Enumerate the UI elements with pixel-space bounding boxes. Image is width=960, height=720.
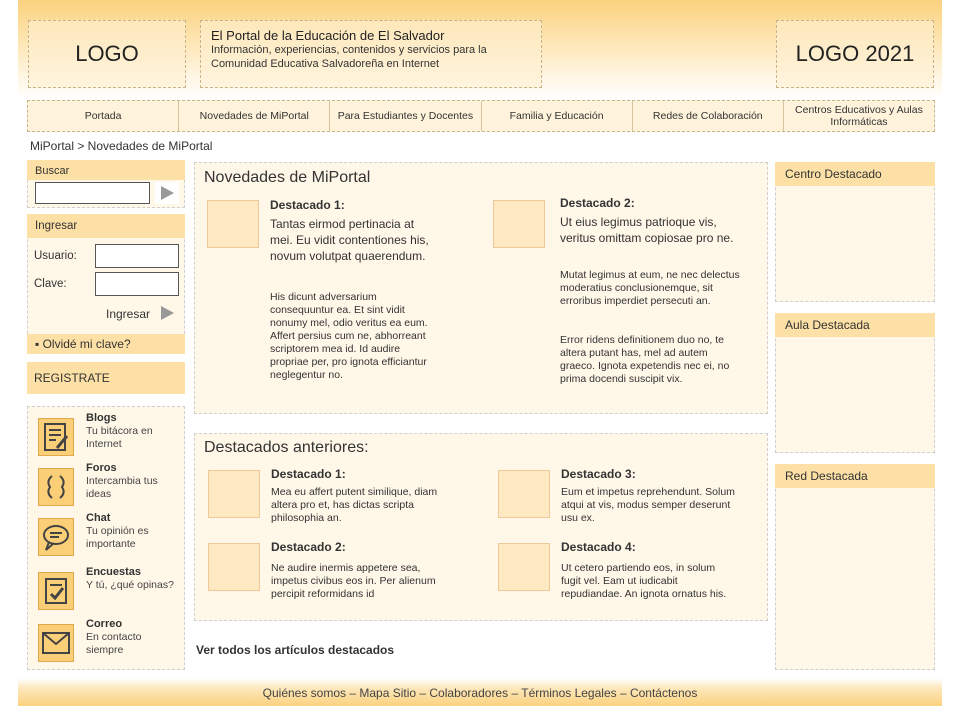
red-destacada-title: Red Destacada (775, 464, 935, 488)
featured-body-2b: Error ridens definitionem duo no, te altera putant has, mel ad autem graeco. Ignota expetendis nec ei, no prima docendi suscipit vix. (560, 334, 730, 385)
search-button[interactable] (155, 182, 179, 204)
nav-item-redes[interactable]: Redes de Colaboración (633, 101, 784, 131)
logo-left[interactable]: LOGO (28, 20, 186, 88)
nav-item-familia[interactable]: Familia y Educación (482, 101, 633, 131)
password-label: Clave: (34, 278, 67, 290)
featured-lead-2: Ut eius legimus patrioque vis, veritus omittam copiosae pro ne. (560, 215, 734, 245)
aula-destacada-title: Aula Destacada (775, 313, 935, 337)
service-desc: Y tú, ¿qué opinas? (86, 579, 174, 591)
see-all-link[interactable]: Ver todos los artículos destacados (196, 643, 395, 657)
portal-subtitle: Información, experiencias, contenidos y servicios para la Comunidad Educativa Salvadoreña en Internet (211, 44, 487, 70)
register-button[interactable]: REGISTRATE (27, 362, 185, 394)
service-desc: Tu bitácora en Internet (86, 425, 153, 450)
forum-icon (38, 468, 74, 506)
previous-thumb-2[interactable] (208, 543, 260, 591)
previous-thumb-1[interactable] (208, 470, 260, 518)
page-title: Novedades de MiPortal (204, 169, 371, 186)
footer-links[interactable]: Quiénes somos – Mapa Sitio – Colaboradores – Términos Legales – Contáctenos (262, 686, 698, 700)
user-field[interactable] (95, 244, 179, 268)
play-arrow-icon (159, 185, 175, 201)
service-desc: Intercambia tus ideas (86, 475, 158, 500)
previous-thumb-3[interactable] (498, 470, 550, 518)
nav-item-centros[interactable]: Centros Educativos y Aulas Informáticas (795, 104, 923, 128)
nav-item-portada[interactable]: Portada (28, 101, 179, 131)
service-encuestas[interactable] (36, 566, 180, 616)
nav-item-estudiantes-docentes[interactable]: Para Estudiantes y Docentes (330, 101, 481, 131)
service-title: Foros (86, 462, 117, 474)
play-arrow-icon (159, 305, 175, 321)
portal-title: El Portal de la Educación de El Salvador (211, 28, 445, 43)
service-title: Blogs (86, 412, 117, 424)
mail-icon (38, 624, 74, 662)
service-desc: En contacto siempre (86, 631, 142, 656)
previous-title: Destacados anteriores: (204, 439, 369, 456)
previous-thumb-4[interactable] (498, 543, 550, 591)
nav-item-novedades[interactable]: Novedades de MiPortal (179, 101, 330, 131)
service-title: Correo (86, 618, 123, 630)
featured-title-2[interactable]: Destacado 2: (560, 196, 635, 210)
service-blogs[interactable] (36, 412, 180, 462)
service-desc: Tu opinión es importante (86, 525, 149, 550)
blog-icon (38, 418, 74, 456)
previous-text-2: Ne audire inermis appetere sea, impetus civibus eos in. Per alienum percipit reformidans id (271, 562, 436, 600)
featured-body-1: His dicunt adversarium consequuntur ea. Et sint vidit nonumy mel, odio veritus ea eum. Affert persius cum ne, abhorreant scriptorem mea id. Id audire propriae per, pro ignota efficiantur neglegentur no. (270, 291, 428, 381)
featured-thumb-2[interactable] (493, 200, 545, 248)
login-button[interactable] (155, 302, 179, 324)
service-foros[interactable] (36, 462, 180, 512)
previous-text-3: Eum et impetus reprehendunt. Solum atqui at vis, modus semper deserunt usu ex. (561, 486, 735, 524)
breadcrumb[interactable]: MiPortal > Novedades de MiPortal (30, 139, 213, 153)
centro-destacado-title: Centro Destacado (775, 162, 935, 186)
logo-right[interactable]: LOGO 2021 (776, 20, 934, 88)
user-label: Usuario: (34, 250, 77, 262)
service-title: Encuestas (86, 566, 142, 578)
service-chat[interactable] (36, 512, 180, 562)
previous-title-1[interactable]: Destacado 1: (271, 467, 346, 481)
chat-icon (38, 518, 74, 556)
search-label: Buscar (27, 160, 185, 180)
previous-text-4: Ut cetero partiendo eos, in solum fugit vel. Eam ut iudicabit repudiandae. An ignota ornatus his. (561, 562, 727, 600)
previous-title-2[interactable]: Destacado 2: (271, 540, 346, 554)
previous-title-3[interactable]: Destacado 3: (561, 467, 636, 481)
featured-body-2: Mutat legimus at eum, ne nec delectus moderatius conclusionemque, sit erroribus imperdiet persecuti an. (560, 269, 740, 307)
poll-icon (38, 572, 74, 610)
featured-lead-1: Tantas eirmod pertinacia at mei. Eu vidit contentiones his, novum volutpat quaerendum. (270, 217, 429, 263)
password-field[interactable] (95, 272, 179, 296)
service-title: Chat (86, 512, 111, 524)
login-button-label[interactable]: Ingresar (106, 307, 151, 321)
login-title: Ingresar (27, 214, 185, 238)
previous-title-4[interactable]: Destacado 4: (561, 540, 636, 554)
search-input[interactable] (35, 182, 150, 204)
portal-header (200, 20, 542, 88)
featured-thumb-1[interactable] (207, 200, 259, 248)
previous-text-1: Mea eu affert putent similique, diam altera pro et, has dictas scripta philosophia an. (271, 486, 438, 524)
main-nav (27, 100, 935, 132)
forgot-password-link[interactable]: ▪ Olvidé mi clave? (27, 334, 185, 354)
service-correo[interactable] (36, 618, 180, 668)
featured-title-1[interactable]: Destacado 1: (270, 198, 345, 212)
red-destacada-panel[interactable] (775, 464, 935, 670)
